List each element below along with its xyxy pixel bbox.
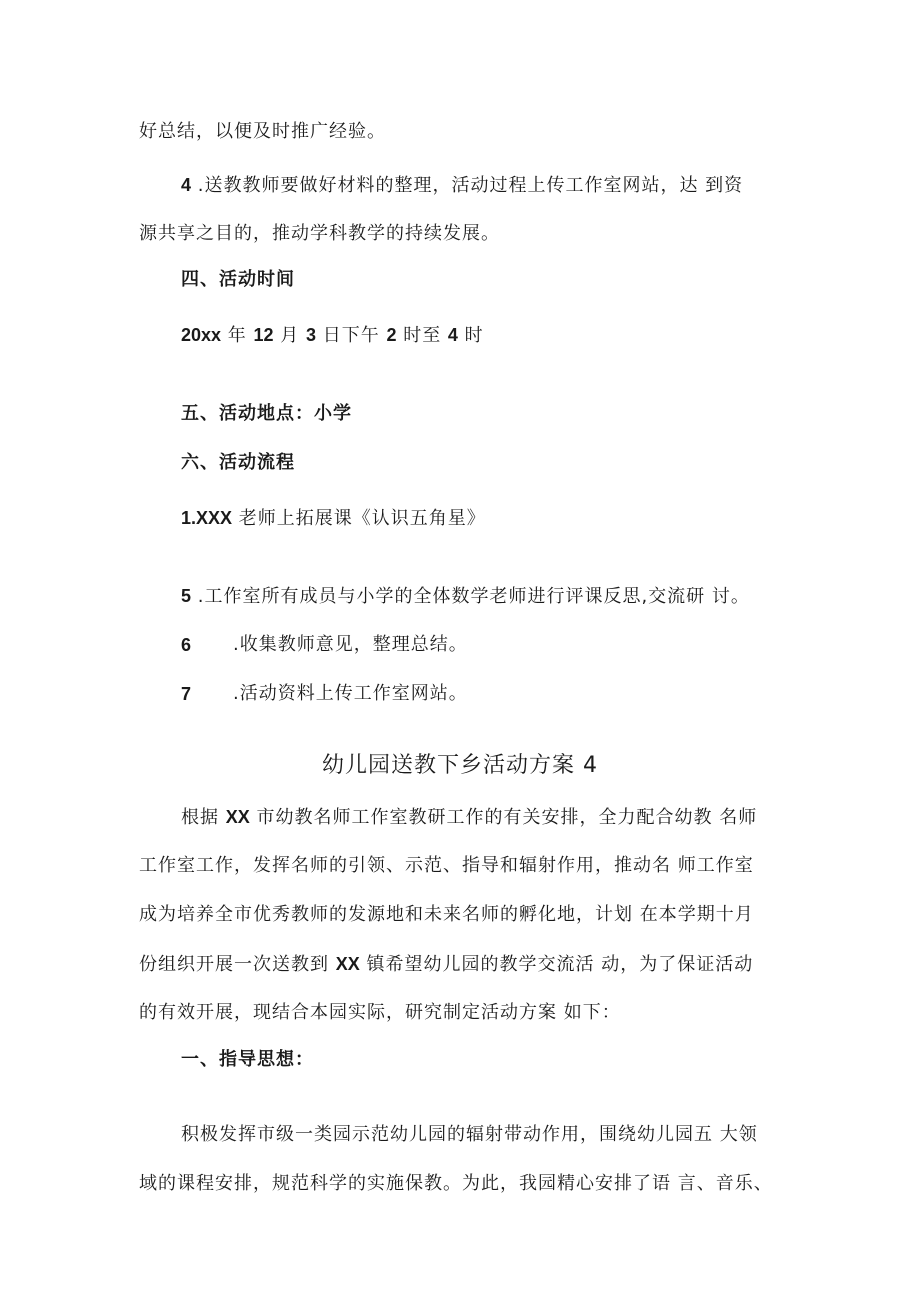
section-title-process: 六、活动流程 — [181, 452, 295, 473]
list-item-6: 6 — [181, 635, 192, 655]
section-title-time: 四、活动时间 — [181, 269, 295, 290]
paragraph-line — [139, 222, 500, 246]
paragraph-line: 积极发挥市级一类园示范幼儿园的辐射带动作用，围绕幼儿园五 大领 — [181, 1124, 758, 1145]
paragraph-line: 成为培养全市优秀教师的发源地和未来名师的孵化地，计划 在本学期十月 — [139, 904, 754, 925]
item-number: 4 — [181, 175, 192, 195]
list-item-7: 7 — [181, 684, 192, 704]
text: 源共享之目的，推动学科教学的持续发展。 — [139, 223, 500, 244]
paragraph-line: 根据 XX 市幼教名师工作室教研工作的有关安排，全力配合幼教 名师 — [181, 807, 758, 828]
paragraph-line: 份组织开展一次送教到 XX 镇希望幼儿园的教学交流活 动，为了保证活动 — [139, 954, 754, 975]
section-title-location: 五、活动地点：小学 — [181, 403, 352, 424]
paragraph-line: 域的课程安排，规范科学的实施保教。为此，我园精心安排了语 言、音乐、 — [139, 1173, 773, 1194]
paragraph-line: 的有效开展，现结合本园实际，研究制定活动方案 如下： — [139, 1002, 621, 1023]
paragraph-line — [139, 120, 386, 144]
activity-time: 20xx 年 12 月 3 日下午 2 时至 4 时 — [181, 325, 484, 346]
list-item-1: 1.XXX 老师上拓展课《认识五角星》 — [181, 508, 486, 529]
list-item-5: 5 .工作室所有成员与小学的全体数学老师进行评课反思,交流研 讨。 — [181, 586, 750, 607]
document-heading: 幼儿园送教下乡活动方案 4 — [322, 753, 598, 778]
list-item-6-text: .收集教师意见，整理总结。 — [233, 634, 468, 655]
section-title-guide: 一、指导思想： — [181, 1049, 314, 1070]
list-item-7-text: .活动资料上传工作室网站。 — [233, 683, 468, 704]
item-text: .送教教师要做好材料的整理，活动过程上传工作室网站，达 到资 — [191, 175, 744, 196]
list-item-4 — [181, 173, 743, 198]
paragraph-line: 工作室工作，发挥名师的引领、示范、指导和辐射作用，推动名 师工作室 — [139, 855, 754, 876]
text: 好总结，以便及时推广经验。 — [139, 121, 386, 142]
